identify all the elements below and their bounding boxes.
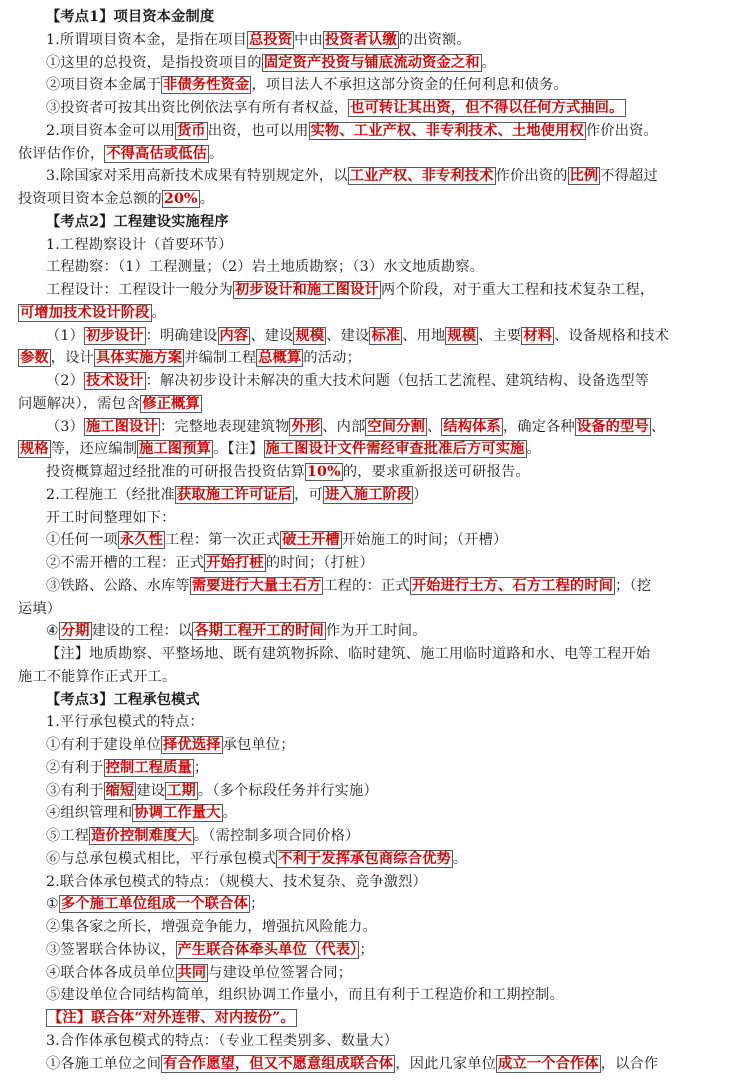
text-segment: ②项目资本金属于 bbox=[46, 77, 162, 94]
text-line bbox=[18, 461, 744, 483]
text-segment: ：完整地表现建筑物 bbox=[159, 418, 290, 435]
text-segment: 。 bbox=[151, 304, 166, 321]
highlighted-keyword: 工期 bbox=[167, 782, 196, 799]
highlighted-keyword: 各期工程开工的时间 bbox=[194, 623, 324, 640]
text-line bbox=[18, 393, 744, 415]
text-segment: 开始施工的时间；（开槽） bbox=[341, 532, 508, 549]
highlighted-keyword: 具体实施方案 bbox=[95, 350, 183, 367]
text-line bbox=[18, 438, 744, 460]
highlighted-keyword: 空间分割 bbox=[367, 418, 425, 435]
text-line bbox=[18, 120, 744, 142]
highlighted-keyword: 协调工作量大 bbox=[134, 805, 221, 822]
text-segment: 问题解决），需包含 bbox=[18, 395, 141, 412]
highlighted-keyword: 设备的型号 bbox=[576, 418, 649, 435]
highlighted-keyword: 共同 bbox=[177, 964, 207, 981]
text-line bbox=[18, 97, 744, 119]
highlighted-keyword: 可增加技术设计阶段 bbox=[20, 304, 150, 321]
text-segment: ； bbox=[193, 759, 209, 776]
text-segment: ：明确建设 bbox=[145, 327, 218, 344]
text-segment: 投资项目资本金总额的 bbox=[18, 191, 162, 207]
text-segment: 2.项目资本金可以用 bbox=[46, 122, 176, 139]
highlighted-keyword: 标准 bbox=[371, 327, 401, 344]
highlighted-keyword: 需要进行大量土石方 bbox=[191, 577, 322, 594]
text-line bbox=[18, 643, 744, 665]
highlighted-keyword: 材料 bbox=[523, 327, 553, 344]
text-segment: 的，要求重新报送可研报告。 bbox=[342, 464, 530, 480]
highlighted-keyword: 工业产权、非专利技术 bbox=[349, 168, 494, 185]
text-line bbox=[18, 1053, 744, 1075]
text-segment: 【注】地质勘察、平整场地、既有建筑物拆除、临时建筑、施工用临时道路和水、电等工程开始 bbox=[46, 646, 651, 662]
highlighted-keyword: 破土开槽 bbox=[282, 532, 340, 549]
text-segment: ：解决初步设计未解决的重大技术问题（包括工艺流程、建筑结构、设备选型等 bbox=[145, 373, 650, 389]
text-segment: 、建设 bbox=[250, 327, 294, 344]
section-heading: 【考点2】工程建设实施程序 bbox=[46, 213, 229, 230]
text-segment: 不得超过 bbox=[600, 168, 658, 185]
text-segment: 。（需控制多项合同价格） bbox=[193, 828, 360, 844]
text-line bbox=[18, 347, 744, 369]
text-segment: 。 bbox=[481, 54, 497, 71]
text-segment: 等，还应编制 bbox=[50, 441, 138, 458]
text-segment: 施工不能算作正式开工。 bbox=[18, 668, 177, 685]
text-segment: 运填） bbox=[18, 600, 62, 617]
text-segment: 。 bbox=[526, 441, 541, 458]
text-segment: 1.平行承包模式的特点： bbox=[46, 714, 204, 731]
text-segment: ②不需开槽的工程：正式 bbox=[46, 555, 205, 571]
text-line bbox=[18, 74, 744, 96]
text-segment: ，因此几家单位 bbox=[395, 1055, 497, 1072]
highlighted-keyword: 施工图设计文件需经审查批准后方可实施 bbox=[265, 441, 525, 458]
text-segment: 工程的：正式 bbox=[323, 577, 410, 594]
text-segment: 建设的工程：以 bbox=[91, 623, 193, 640]
text-segment: ④组织管理和 bbox=[46, 805, 133, 822]
highlighted-keyword: 也可转让其出资，但不得以任何方式抽回。 bbox=[350, 100, 624, 116]
text-line bbox=[18, 529, 744, 551]
text-segment: 中由 bbox=[294, 31, 323, 48]
highlighted-keyword: 施工图设计 bbox=[86, 418, 158, 435]
highlighted-keyword: 实物、工业产权、非专利技术、土地使用权 bbox=[310, 122, 584, 139]
text-line bbox=[18, 256, 744, 278]
text-segment: ； bbox=[249, 896, 265, 913]
text-segment: ；（挖 bbox=[615, 577, 652, 594]
text-line bbox=[18, 507, 744, 529]
text-line bbox=[18, 234, 744, 256]
text-segment: ，项目法人不承担这部分资金的任何利息和债务。 bbox=[251, 77, 568, 94]
text-segment: 建设 bbox=[136, 782, 166, 799]
text-segment: ③签署联合体协议， bbox=[46, 941, 176, 958]
text-segment: ，设计 bbox=[50, 350, 94, 367]
text-line bbox=[18, 962, 744, 984]
text-segment: 、内部 bbox=[322, 418, 366, 435]
text-segment: 作价出资的 bbox=[495, 168, 568, 185]
text-segment: 、 bbox=[426, 418, 442, 435]
text-line bbox=[18, 370, 744, 392]
text-segment: ⑤工程 bbox=[46, 828, 90, 844]
text-segment: 2.工程施工（经批准 bbox=[46, 486, 176, 503]
text-segment: 。【注】 bbox=[213, 441, 264, 458]
text-segment: 工程勘察：（1）工程测量；（2）岩土地质勘察；（3）水文地质勘察。 bbox=[46, 259, 485, 276]
highlighted-keyword: 控制工程质量 bbox=[105, 759, 192, 776]
highlighted-keyword: 缩短 bbox=[105, 782, 135, 799]
text-line bbox=[18, 1007, 744, 1029]
highlighted-keyword: 造价控制难度大 bbox=[91, 828, 192, 844]
highlighted-keyword: 内容 bbox=[219, 327, 249, 344]
text-segment: 投资概算超过经批准的可研报告投资估算 bbox=[46, 464, 305, 480]
text-segment: ④ bbox=[46, 623, 59, 640]
text-segment: ②有利于 bbox=[46, 759, 104, 776]
text-segment: ①各施工单位之间 bbox=[46, 1055, 162, 1072]
text-line bbox=[18, 484, 744, 506]
text-line bbox=[18, 598, 744, 620]
text-segment: 、主要 bbox=[478, 327, 522, 344]
highlighted-keyword: 非债务性资金 bbox=[163, 77, 250, 94]
text-line bbox=[18, 188, 744, 210]
highlighted-keyword: 技术设计 bbox=[86, 373, 144, 389]
text-line bbox=[18, 325, 744, 347]
text-segment: 的出资额。 bbox=[398, 31, 471, 48]
text-line bbox=[18, 211, 744, 233]
text-line bbox=[18, 29, 744, 51]
text-segment: 工程设计：工程设计一般分为 bbox=[46, 282, 234, 298]
highlighted-keyword: 多个施工单位组成一个联合体 bbox=[60, 896, 248, 913]
text-segment: 、 bbox=[650, 418, 666, 435]
text-segment: ①有利于建设单位 bbox=[46, 737, 162, 753]
text-segment: 3.除国家对采用高新技术成果有特别规定外，以 bbox=[46, 168, 348, 185]
text-segment: ，可 bbox=[294, 486, 323, 503]
text-segment: ③有利于 bbox=[46, 782, 104, 799]
text-segment: 两个阶段，对于重大工程和技术复杂工程， bbox=[380, 282, 655, 298]
text-segment: ⑤建设单位合同结构简单，组织协调工作量小，而且有利于工程造价和工期控制。 bbox=[46, 987, 564, 1004]
text-segment: 的活动； bbox=[303, 350, 361, 367]
highlighted-keyword: 分期 bbox=[60, 623, 90, 640]
text-segment: 的时间；（打桩） bbox=[265, 555, 374, 571]
text-segment: （3） bbox=[46, 418, 85, 435]
text-segment: 作价出资。 bbox=[585, 122, 658, 139]
text-segment: 。 bbox=[199, 191, 215, 207]
text-segment: ； bbox=[359, 941, 374, 958]
highlighted-keyword: 比例 bbox=[569, 168, 599, 185]
text-segment: ① bbox=[46, 896, 59, 913]
text-segment: 出资，也可以用 bbox=[207, 122, 309, 139]
text-line bbox=[18, 802, 744, 824]
text-segment: 并编制工程 bbox=[184, 350, 257, 367]
text-line bbox=[18, 620, 744, 642]
text-segment: ，以合作 bbox=[600, 1055, 659, 1072]
text-segment: 、设备规格和技术 bbox=[554, 327, 670, 344]
text-line bbox=[18, 575, 744, 597]
highlighted-keyword: 产生联合体牵头单位（代表） bbox=[177, 941, 358, 958]
highlighted-keyword: 进入施工阶段 bbox=[324, 486, 412, 503]
highlighted-keyword: 结构体系 bbox=[443, 418, 501, 435]
text-segment: ④联合体各成员单位 bbox=[46, 964, 176, 981]
text-segment: ③铁路、公路、水库等 bbox=[46, 577, 190, 594]
text-segment: 。 bbox=[209, 145, 224, 162]
text-segment: ①这里的总投资，是指投资项目的 bbox=[46, 54, 262, 71]
text-line bbox=[18, 552, 744, 574]
text-segment: 开工时间整理如下： bbox=[46, 509, 176, 526]
text-segment: ①任何一项 bbox=[46, 532, 118, 549]
text-line bbox=[18, 302, 744, 324]
text-line bbox=[18, 1030, 744, 1052]
text-segment: 1.所谓项目资本金，是指在项目 bbox=[46, 31, 247, 48]
text-line bbox=[18, 689, 744, 711]
text-segment: 依评估作价， bbox=[18, 145, 105, 162]
highlighted-keyword: 有合作愿望，但又不愿意组成联合体 bbox=[163, 1055, 394, 1072]
text-line bbox=[18, 711, 744, 733]
highlighted-keyword: 外形 bbox=[291, 418, 321, 435]
text-line bbox=[18, 52, 744, 74]
text-segment: 作为开工时间。 bbox=[325, 623, 427, 640]
text-line bbox=[18, 279, 744, 301]
text-line bbox=[18, 143, 744, 165]
highlighted-keyword: 成立一个合作体 bbox=[498, 1055, 599, 1072]
highlighted-keyword: 【注】联合体“对外连带、对内按份”。 bbox=[48, 1010, 295, 1026]
highlighted-keyword: 规模 bbox=[447, 327, 477, 344]
text-line bbox=[18, 416, 744, 438]
highlighted-keyword: 规模 bbox=[295, 327, 325, 344]
highlighted-keyword: 择优选择 bbox=[163, 737, 221, 753]
text-segment: ，确定各种 bbox=[502, 418, 575, 435]
text-line bbox=[18, 893, 744, 915]
highlighted-keyword: 不利于发挥承包商综合优势 bbox=[278, 850, 451, 867]
text-segment: 2.联合体承包模式的特点：（规模大、技术复杂、竞争激烈） bbox=[46, 873, 427, 890]
text-segment: （2） bbox=[46, 373, 85, 389]
text-segment: 承包单位； bbox=[222, 737, 295, 753]
highlighted-keyword: 总投资 bbox=[248, 31, 293, 48]
highlighted-keyword: 10% bbox=[306, 464, 341, 480]
highlighted-keyword: 20% bbox=[163, 191, 198, 207]
highlighted-keyword: 获取施工许可证后 bbox=[177, 486, 293, 503]
highlighted-keyword: 投资者认缴 bbox=[324, 31, 397, 48]
text-segment: 。 bbox=[452, 850, 468, 867]
highlighted-keyword: 开始进行土方、石方工程的时间 bbox=[411, 577, 614, 594]
text-segment: 。（多个标段任务并行实施） bbox=[197, 782, 378, 799]
text-line bbox=[18, 871, 744, 893]
text-line bbox=[18, 780, 744, 802]
text-segment: 3.合作体承包模式的特点：（专业工程类别多、数量大） bbox=[46, 1032, 399, 1049]
text-line bbox=[18, 848, 744, 870]
highlighted-keyword: 初步设计和施工图设计 bbox=[235, 282, 379, 298]
text-line bbox=[18, 734, 744, 756]
highlighted-keyword: 固定资产投资与铺底流动资金之和 bbox=[263, 54, 480, 71]
highlighted-keyword: 施工图预算 bbox=[139, 441, 212, 458]
highlighted-keyword: 参数 bbox=[20, 350, 49, 367]
text-segment: ③投资者可按其出资比例依法享有所有者权益， bbox=[46, 100, 349, 116]
text-segment: ⑥与总承包模式相比，平行承包模式 bbox=[46, 850, 277, 867]
highlighted-keyword: 初步设计 bbox=[86, 327, 144, 344]
highlighted-keyword: 不得高估或低估 bbox=[106, 145, 208, 162]
text-line bbox=[18, 165, 744, 187]
text-segment: 、建设 bbox=[326, 327, 370, 344]
text-segment: 。 bbox=[222, 805, 238, 822]
text-segment: ） bbox=[413, 486, 428, 503]
text-line bbox=[18, 984, 744, 1006]
highlighted-keyword: 永久性 bbox=[119, 532, 164, 549]
text-segment: 、用地 bbox=[402, 327, 446, 344]
highlighted-keyword: 货币 bbox=[177, 122, 206, 139]
text-segment: 与建设单位签署合同； bbox=[208, 964, 353, 981]
text-line bbox=[18, 757, 744, 779]
text-segment: 1.工程勘察设计（首要环节） bbox=[46, 236, 233, 253]
text-line bbox=[18, 666, 744, 688]
text-segment: ②集各家之所长，增强竞争能力，增强抗风险能力。 bbox=[46, 919, 377, 935]
section-heading: 【考点1】项目资本金制度 bbox=[46, 9, 215, 25]
text-segment: （1） bbox=[46, 327, 85, 344]
text-line bbox=[18, 6, 744, 28]
highlighted-keyword: 开始打桩 bbox=[206, 555, 264, 571]
highlighted-keyword: 修正概算 bbox=[142, 395, 200, 412]
section-heading: 【考点3】工程承包模式 bbox=[46, 691, 200, 708]
highlighted-keyword: 总概算 bbox=[258, 350, 302, 367]
highlighted-keyword: 规格 bbox=[20, 441, 49, 458]
text-line bbox=[18, 825, 744, 847]
text-line bbox=[18, 939, 744, 961]
text-segment: 工程：第一次正式 bbox=[165, 532, 281, 549]
text-line bbox=[18, 916, 744, 938]
